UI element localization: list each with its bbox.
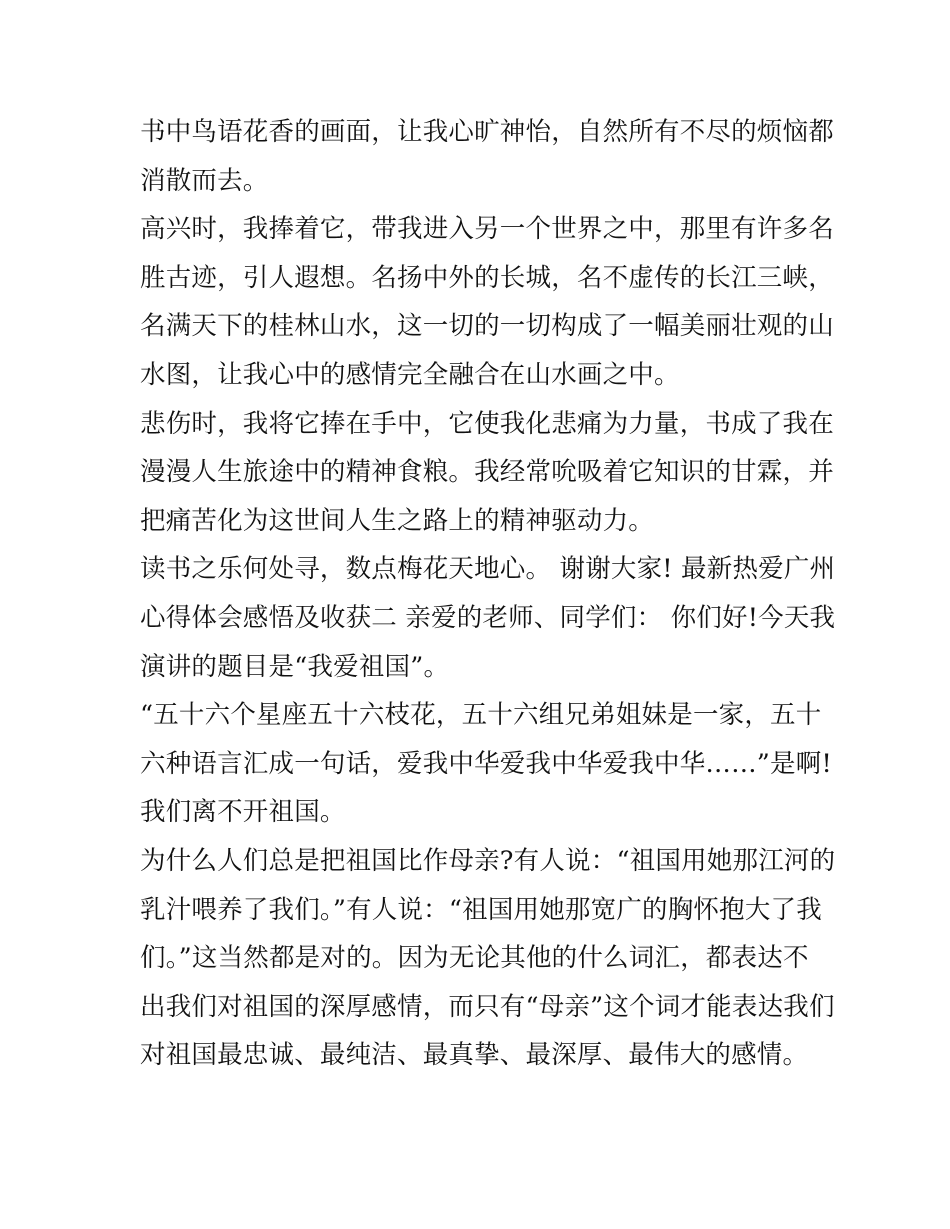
text-line: 六种语言汇成一句话，爱我中华爱我中华爱我中华……”是啊! xyxy=(140,748,832,779)
text-line: 胜古迹，引人遐想。名扬中外的长城，名不虚传的长江三峡， xyxy=(140,262,834,293)
text-line: 心得体会感悟及收获二 亲爱的老师、同学们： 你们好!今天我 xyxy=(140,602,836,633)
text-line: 们。”这当然都是对的。因为无论其他的什么词汇，都表达不 xyxy=(140,943,809,974)
text-line: 乳汁喂养了我们。”有人说：“祖国用她那宽广的胸怀抱大了我 xyxy=(140,894,822,925)
text-line: 高兴时，我捧着它，带我进入另一个世界之中，那里有许多名 xyxy=(140,214,834,245)
text-line: 悲伤时，我将它捧在手中，它使我化悲痛为力量，书成了我在 xyxy=(140,408,834,439)
text-line: 对祖国最忠诚、最纯洁、最真挚、最深厚、最伟大的感情。 xyxy=(140,1040,809,1071)
text-line: 把痛苦化为这世间人生之路上的精神驱动力。 xyxy=(140,505,655,536)
text-line: “五十六个星座五十六枝花，五十六组兄弟姐妹是一家，五十 xyxy=(140,700,822,731)
text-line: 消散而去。 xyxy=(140,165,269,196)
text-line: 漫漫人生旅途中的精神食粮。我经常吮吸着它知识的甘霖，并 xyxy=(140,457,834,488)
text-line: 演讲的题目是“我爱祖国”。 xyxy=(140,651,450,682)
text-line: 名满天下的桂林山水，这一切的一切构成了一幅美丽壮观的山 xyxy=(140,311,834,342)
text-line: 书中鸟语花香的画面，让我心旷神怡，自然所有不尽的烦恼都 xyxy=(140,117,834,147)
text-line: 为什么人们总是把祖国比作母亲?有人说：“祖国用她那江河的 xyxy=(140,845,836,876)
text-line: 读书之乐何处寻，数点梅花天地心。 谢谢大家! 最新热爱广州 xyxy=(140,554,836,585)
text-line: 出我们对祖国的深厚感情，而只有“母亲”这个词才能表达我们 xyxy=(140,991,835,1022)
text-line: 我们离不开祖国。 xyxy=(140,797,346,828)
text-line: 水图，让我心中的感情完全融合在山水画之中。 xyxy=(140,359,680,390)
body-text xyxy=(140,108,836,1080)
